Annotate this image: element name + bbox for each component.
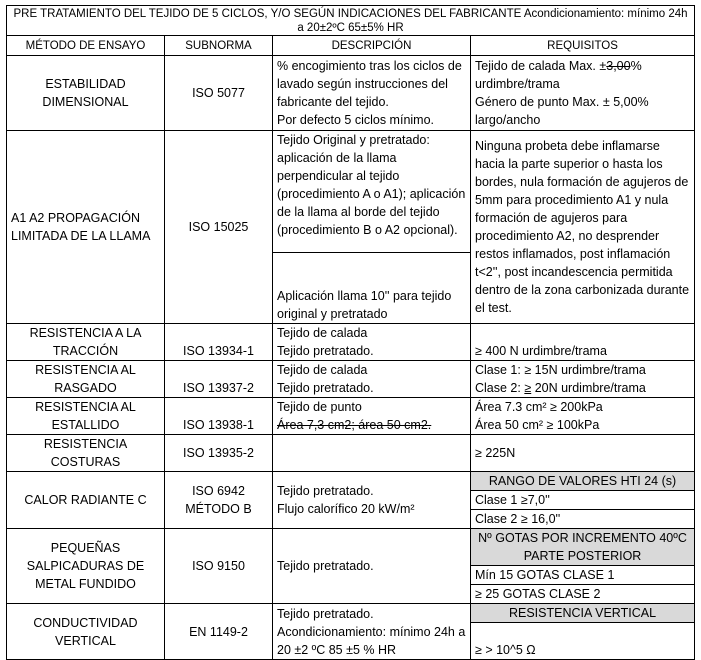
description-cell: Aplicación llama 10'' para tejido original y pretratado	[273, 253, 471, 324]
description-line: Acondicionamiento: mínimo 24h a 20 ±2 ºC 85 ±5 % HR	[277, 624, 466, 657]
description-cell	[273, 56, 471, 131]
subnorm-cell: ISO 13938-1	[165, 398, 273, 435]
subnorm-line: ISO 6942	[192, 484, 245, 498]
requirement-line: Área 7.3 cm² ≥ 200kPa	[475, 400, 603, 414]
requirement-line: urdimbre/trama	[475, 77, 560, 91]
requirement-line: ≥ 25 GOTAS CLASE 2	[471, 585, 695, 604]
requirements-table	[6, 5, 695, 660]
description-cell	[273, 604, 471, 660]
requirements-cell	[471, 398, 695, 435]
table-row	[7, 435, 695, 472]
description-line: Tejido pretratado.	[277, 381, 374, 395]
requirements-cell: ≥ 225N	[471, 435, 695, 472]
subnorm-cell: ISO 13935-2	[165, 435, 273, 472]
subnorm-cell: ISO 13934-1	[165, 324, 273, 361]
column-header-subnorm: SUBNORMA	[165, 36, 273, 56]
description-cell: Tejido pretratado.	[273, 529, 471, 604]
header-note-row	[7, 6, 695, 36]
subnorm-line: MÉTODO B	[185, 502, 252, 516]
requirement-line	[475, 57, 690, 75]
requirement-line: Clase 1 ≥7,0''	[471, 491, 695, 510]
description-line: Tejido de calada	[277, 363, 368, 377]
description-line: Flujo calorífico 20 kW/m²	[277, 502, 415, 516]
table-row	[7, 472, 695, 491]
subnorm-cell: ISO 5077	[165, 56, 273, 131]
subnorm-cell	[165, 472, 273, 529]
subnorm-cell: ISO 13937-2	[165, 361, 273, 398]
requirement-text: Tejido de calada Max. ±	[475, 59, 607, 73]
description-cell	[273, 435, 471, 472]
description-line: Por defecto 5 ciclos mínimo.	[277, 113, 435, 127]
method-cell: PEQUEÑAS SALPICADURAS DE METAL FUNDIDO	[7, 529, 165, 604]
table-row	[7, 361, 695, 398]
table-row	[7, 131, 695, 253]
method-cell: ESTABILIDAD DIMENSIONAL	[7, 56, 165, 131]
description-line: Tejido pretratado.	[277, 344, 374, 358]
description-cell: Tejido Original y pretratado: aplicación de la llama perpendicular al tejido (procedimiento A o A1); aplicación de la llama al borde del tejido (procedimiento B o A2 opcional).	[273, 131, 471, 253]
requirements-cell: Ninguna probeta debe inflamarse hacia la parte superior o hasta los bordes, nula formación de agujeros de 5mm para procedimiento A1 y nula formación de agujeros para procedimiento A2, no desprender restos inflamados, post inflamación t<2'', post incandescencia permitida dentro de la zona carbonizada durante el test.	[471, 131, 695, 324]
table-row	[7, 529, 695, 566]
requirements-cell	[471, 361, 695, 398]
struck-value: 3,00	[606, 59, 631, 73]
method-cell: RESISTENCIA AL ESTALLIDO	[7, 398, 165, 435]
column-header-row	[7, 36, 695, 56]
method-cell: RESISTENCIA COSTURAS	[7, 435, 165, 472]
requirement-text: Clase 2:	[475, 381, 525, 395]
table-row	[7, 398, 695, 435]
description-cell	[273, 361, 471, 398]
table-row	[7, 604, 695, 623]
struck-description-line: Área 7,3 cm2; área 50 cm2.	[277, 418, 432, 432]
method-cell: A1 A2 PROPAGACIÓN LIMITADA DE LA LLAMA	[7, 131, 165, 324]
description-line: Tejido de punto	[277, 400, 362, 414]
requirements-subheader: Nº GOTAS POR INCREMENTO 40ºC PARTE POSTERIOR	[471, 529, 695, 566]
requirement-line: Género de punto Max. ± 5,00% largo/ancho	[475, 95, 649, 127]
underlined-symbol: ≥	[524, 381, 532, 395]
subnorm-cell: ISO 15025	[165, 131, 273, 324]
column-header-description: DESCRIPCIÓN	[273, 36, 471, 56]
description-cell	[273, 398, 471, 435]
column-header-requirements: REQUISITOS	[471, 36, 695, 56]
table-row	[7, 324, 695, 361]
pretreatment-note: PRE TRATAMIENTO DEL TEJIDO DE 5 CICLOS, Y/O SEGÚN INDICACIONES DEL FABRICANTE Acondicionamiento: mínimo 24h a 20±2ºC 65±5% HR	[7, 6, 695, 36]
description-line: Tejido pretratado.	[277, 606, 374, 621]
requirements-subheader: RANGO DE VALORES HTI 24 (s)	[471, 472, 695, 491]
subnorm-cell: ISO 9150	[165, 529, 273, 604]
requirement-line: Clase 1: ≥ 15N urdimbre/trama	[475, 363, 646, 377]
method-cell: CALOR RADIANTE C	[7, 472, 165, 529]
requirement-text: %	[630, 59, 642, 73]
column-header-method: MÉTODO DE ENSAYO	[7, 36, 165, 56]
method-cell: RESISTENCIA A LA TRACCIÓN	[7, 324, 165, 361]
subnorm-cell: EN 1149-2	[165, 604, 273, 660]
requirements-subheader: RESISTENCIA VERTICAL	[471, 604, 695, 623]
description-cell	[273, 324, 471, 361]
requirements-cell: ≥ 400 N urdimbre/trama	[471, 324, 695, 361]
description-cell	[273, 472, 471, 529]
requirement-text: 20N urdimbre/trama	[531, 381, 646, 395]
requirements-cell	[471, 56, 695, 131]
requirement-line	[475, 379, 690, 397]
method-cell: RESISTENCIA AL RASGADO	[7, 361, 165, 398]
requirement-line: Mín 15 GOTAS CLASE 1	[471, 566, 695, 585]
requirement-line: ≥ > 10^5 Ω	[471, 623, 695, 660]
description-line: Tejido pretratado.	[277, 484, 374, 498]
requirement-line: Clase 2 ≥ 16,0''	[471, 510, 695, 529]
table-row	[7, 56, 695, 131]
description-line: % encogimiento tras los ciclos de lavado según instrucciones del fabricante del tejido.	[277, 59, 462, 109]
method-cell: CONDUCTIVIDAD VERTICAL	[7, 604, 165, 660]
requirement-line: Área 50 cm² ≥ 100kPa	[475, 418, 600, 432]
description-line: Tejido de calada	[277, 326, 368, 340]
